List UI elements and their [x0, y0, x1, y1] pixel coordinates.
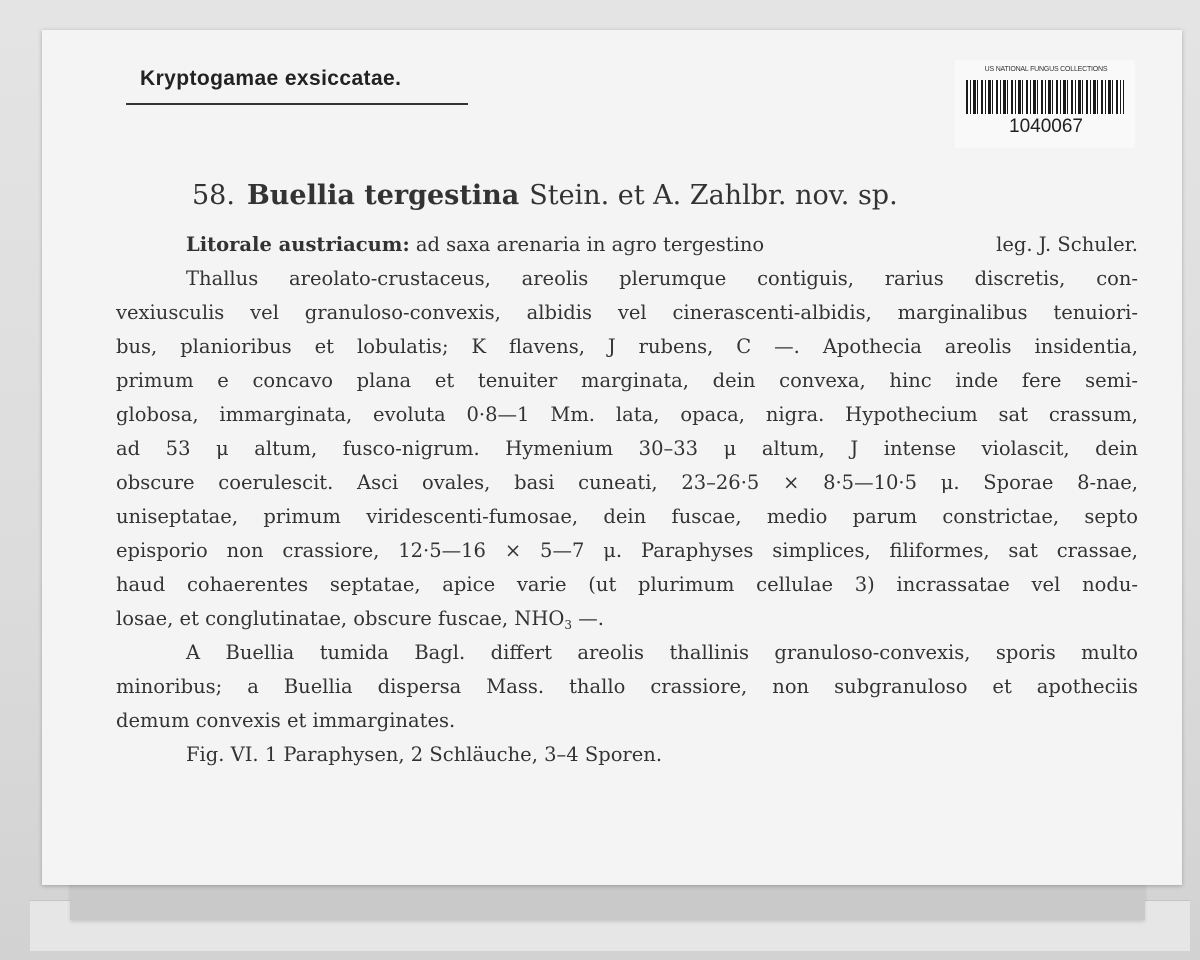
title-underline [126, 103, 468, 105]
description-line: Thallus areolato-crustaceus, areolis plerumque contiguis, rarius discretis, con- [186, 267, 1138, 290]
locality-line [116, 228, 1138, 262]
description-line: ad 53 μ altum, fusco-nigrum. Hymenium 30–33 μ altum, J intense violascit, dein [116, 437, 1138, 460]
description-line: primum e concavo plana et tenuiter marginata, dein convexa, hinc inde fere semi- [116, 369, 1138, 392]
description-text: —. [572, 607, 604, 630]
figure-note: Fig. VI. 1 Paraphysen, 2 Schläuche, 3–4 Sporen. [186, 743, 663, 766]
species-heading [192, 180, 898, 211]
locality-region: Litorale austriacum: [186, 233, 410, 256]
collection-title: Kryptogamae exsiccatae. [140, 67, 402, 90]
comparison-line: minoribus; a Buellia dispersa Mass. thallo crassiore, non subgranuloso et apotheciis [116, 675, 1138, 698]
exsiccata-number: 58. [192, 180, 235, 211]
label-body [116, 228, 1138, 772]
description-last-line [116, 602, 1138, 636]
species-name: Buellia tergestina [246, 180, 520, 211]
barcode-caption: US NATIONAL FUNGUS COLLECTIONS [984, 66, 1108, 73]
description-line: uniseptatae, primum viridescenti-fumosae, dein fuscae, medio parum constrictae, septo [116, 505, 1138, 528]
formula-subscript: 3 [564, 618, 573, 632]
barcode-number: 1040067 [1009, 116, 1083, 137]
description-line: obscure coerulescit. Asci ovales, basi cuneati, 23–26·5 × 8·5—10·5 μ. Sporae 8-nae, [116, 471, 1138, 494]
collector: leg. J. Schuler. [996, 233, 1138, 256]
description-line: vexiusculis vel granuloso-convexis, albidis vel cinerascenti-albidis, marginalibus tenuiori- [116, 301, 1138, 324]
comparison-line: A Buellia tumida Bagl. differt areolis thallinis granuloso-convexis, sporis multo [186, 641, 1138, 664]
barcode-icon [966, 80, 1124, 114]
description-line: bus, planioribus et lobulatis; K flavens, J rubens, C —. Apothecia areolis insidentia, [116, 335, 1138, 358]
species-authority: Stein. et A. Zahlbr. nov. sp. [529, 180, 898, 211]
description-text: losae, et conglutinatae, obscure fuscae, NHO [116, 607, 565, 630]
comparison-line: demum convexis et immarginates. [116, 709, 456, 732]
description-line: episporio non crassiore, 12·5—16 × 5—7 μ. Paraphyses simplices, filiformes, sat crassae, [116, 539, 1138, 562]
description-line: haud cohaerentes septatae, apice varie (ut plurimum cellulae 3) incrassatae vel nodu- [116, 573, 1138, 596]
description-line: globosa, immarginata, evoluta 0·8—1 Mm. lata, opaca, nigra. Hypothecium sat crassum, [116, 403, 1138, 426]
locality-habitat: ad saxa arenaria in agro tergestino [415, 233, 765, 256]
